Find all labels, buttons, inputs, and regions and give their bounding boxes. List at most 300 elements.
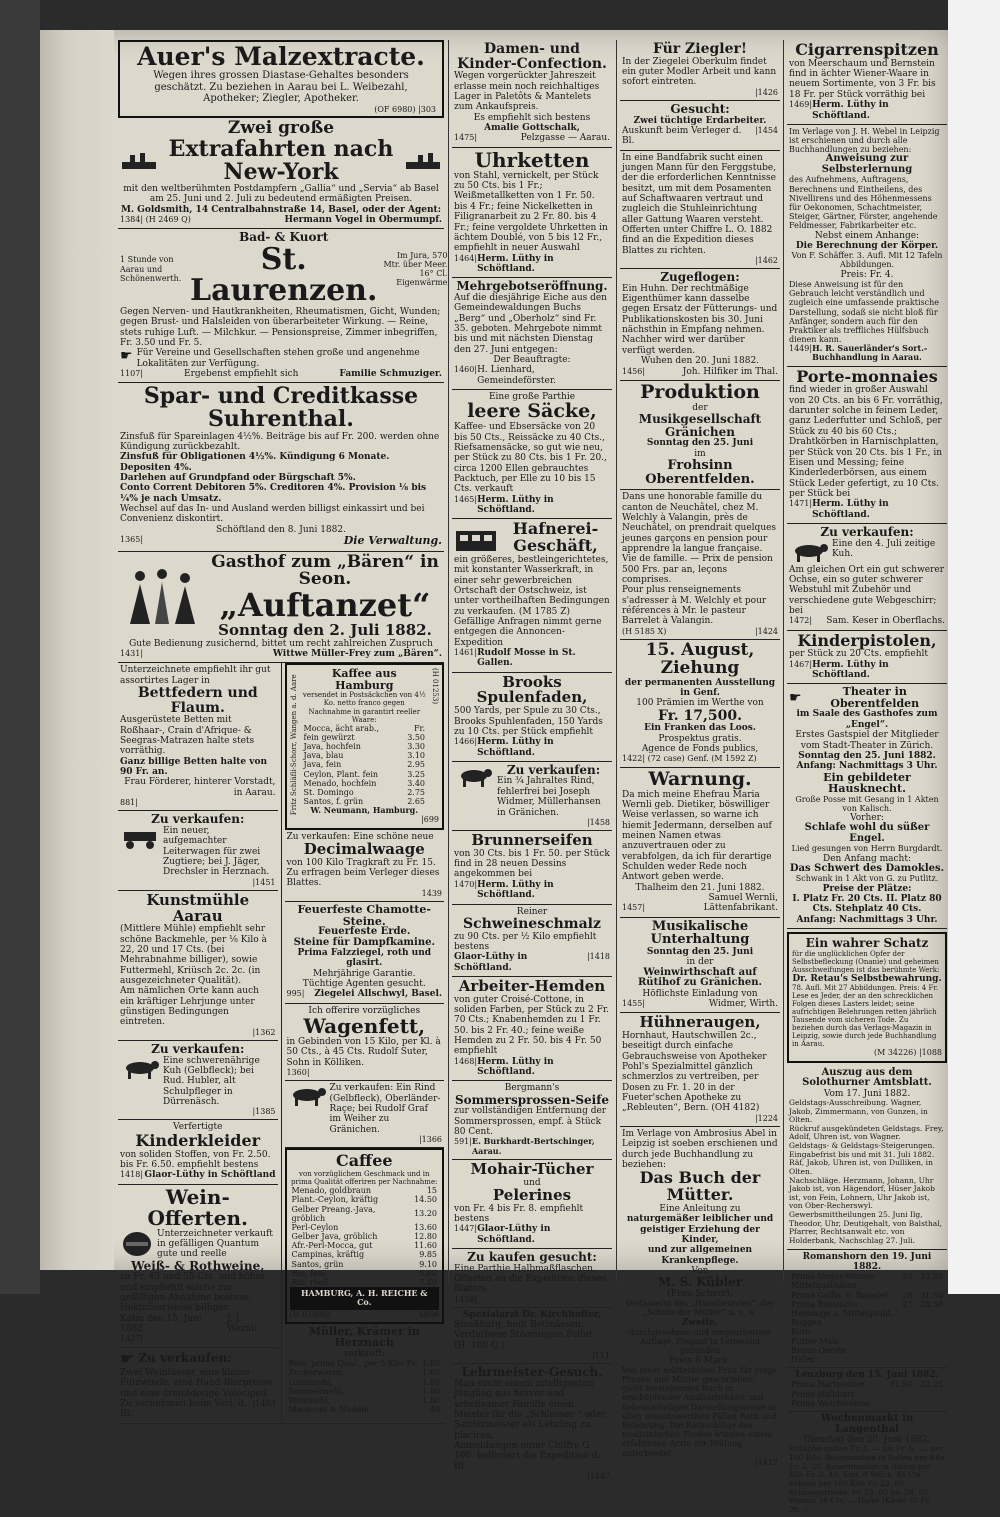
- ad-ref: 1384| (H 2469 Q): [120, 215, 191, 224]
- table-row: [789, 1390, 945, 1399]
- section-title: Lenzburg den 15. Juni 1882.: [795, 1370, 939, 1381]
- ad-title: Brunnerseifen: [471, 831, 593, 850]
- ad-ref: 1461|: [454, 647, 478, 657]
- ad-text: In der Ziegelei Oberkulm findet ein guter Modler Arbeit und kann sofort eintreten.: [622, 56, 777, 88]
- ad-text: in der: [686, 957, 714, 968]
- ad-title: Damen- und Kinder-Confection.: [457, 41, 607, 72]
- section-text: Geldstags-Ausschreibung. Wagner, Jakob, Zimmermann, von Gunzen, in Olten.: [789, 1097, 928, 1125]
- ad-subtitle: Zwei tüchtige Erdarbeiter.: [633, 115, 767, 126]
- ad-mehrgebot: [452, 278, 612, 390]
- ad-title: Zu verkaufen:: [151, 1041, 245, 1056]
- table-cell: [900, 1281, 917, 1290]
- ad-sign: Amalie Gottschalk,: [484, 123, 580, 134]
- ad-pretitle: Eine große Parthie: [488, 391, 576, 402]
- ad-text: des Aufnehmens, Auftragens, Berechnens und Eintheilens, des Nivellirens und des Höhenmessens für Oekonomen, Schachtmeister, Steiger, Gärtner, Förster, angehende Feldmesser, Fabrikarbeiter etc.: [789, 175, 938, 231]
- ad-chamotte: [285, 902, 445, 1004]
- ad-sign: Glaor-Lüthy in Schöftland.: [454, 952, 528, 973]
- ad-leere-saecke: [452, 390, 612, 519]
- ad-sign: Frau Förderer, hinterer Vorstadt, in Aarau.: [124, 777, 276, 798]
- ad-text-2: Pour plus renseignements s'adresser à M. Welchly et pour références à Mr. le pasteur Barrelet à Valangin.: [622, 585, 767, 627]
- ad-text: Eine den 4. Juli zeitige Kuh.: [832, 538, 936, 559]
- ad-cigarrenspitzen: [787, 40, 947, 125]
- table-cell: Reis, prima Qual., per 5 Kilo Fr.: [288, 1359, 418, 1369]
- ad-title: Hafnerei-Geschäft,: [512, 519, 599, 556]
- ad-play-1: Ein gebildeter Hausknecht.: [823, 770, 911, 796]
- ad-line: Prima Falzziegel, roth und glasirt.: [297, 948, 432, 969]
- table-cell: Macaroni & Nudeln: [288, 1405, 369, 1415]
- ad-line: Ganz billige Betten halte von 90 Fr. an.: [120, 756, 268, 778]
- ad-code: (H 01253): [431, 668, 439, 705]
- ad-title: Zu verkaufen:: [138, 1351, 232, 1366]
- ad-text: Auf die diesjährige Eiche aus den Gemeindewaldungen Buchs „Berg“ und „Oberholz“ sind Fr. 35. geboten. Mehrgebote nimmt bis und mit nächsten Dienstag den 27. Juni entgegen:: [454, 292, 607, 355]
- table-cell: 9.85: [419, 1250, 437, 1260]
- ad-text: von Fr. 4 bis Fr. 8. empfiehlt bestens: [454, 1203, 584, 1224]
- ad-erdarbeiter: [620, 101, 780, 151]
- ad-text: von Stahl, vernickelt, per Stück zu 50 Cts. bis 1 Fr.; Weißmetallketten von 1 Fr. 50. bis 4 Fr.; feine Nickelketten in Filigranarbeit zu 2 Fr. 80. bis 4 Fr.; feine vergoldete Uhrketten in ächtem Doublé, von 5 bis 12 Fr., empfiehlt in neuer Auswahl: [454, 170, 608, 254]
- column-3: [620, 40, 780, 1467]
- ad-ref: |1224: [754, 1113, 778, 1123]
- ad-buch-der-muetter: [620, 1127, 780, 1470]
- ad-sign: Herm. Lüthy in Schöftland.: [477, 494, 554, 515]
- ad-zugeflogen: [620, 269, 780, 381]
- table-cell: 2.65: [407, 797, 425, 807]
- table-cell: 3.10: [407, 751, 425, 761]
- ad-title: Bettfedern und Flaum.: [137, 685, 258, 716]
- table-cell: Perl-Ceylon: [291, 1222, 339, 1232]
- ad-sign: Rudolf Mosse in St. Gallen.: [477, 647, 576, 669]
- ad-title: Anweisung zur Selbsterlernung: [821, 153, 913, 175]
- ad-text: Hornhaut, Hautschwillen 2c., beseitigt durch einfache Gebrauchsweise von Apotheker Pohl's Spezialmittel gänzlich schmerzlos zu vertreiben, per Dosen zu Fr. 1. 20 in der Fueter'schen Apotheke zu „Rebleuten“, Bern. (OH 4182): [622, 1031, 767, 1114]
- ad-subtitle: Der Beauftragte:: [493, 354, 571, 365]
- table-cell: 40: [429, 1405, 440, 1415]
- table-cell: Java, blau: [303, 751, 344, 761]
- table-cell: Mittelqualitäten: [791, 1281, 857, 1291]
- ad-title: Kaffee aus Hamburg: [331, 667, 397, 692]
- ad-ref: 1464|: [454, 253, 478, 263]
- ad-ref: 1465|: [454, 494, 478, 504]
- table-row: [290, 1260, 440, 1269]
- ad-title: Ein wahrer Schatz: [805, 935, 929, 950]
- ad-text: Ein ¾ Jahraltes Rind, fehlerfrei bei Joseph Widmer, Müllerhansen in Gränichen.: [497, 776, 601, 818]
- ad-side-right: Im Jura, 570 Mtr. über Meer. 16° Cl. Eigenwärme: [383, 250, 448, 288]
- ad-sign: W. Neumann, Hamburg.: [310, 805, 419, 816]
- table-cell: Futter Mais: [791, 1336, 839, 1346]
- pointing-hand-icon: ☛: [120, 348, 133, 365]
- ad-title: Wagenfett,: [303, 1014, 426, 1039]
- table-cell: Rio, fein: [291, 1268, 326, 1278]
- table-row: [290, 1269, 440, 1278]
- ad-text-2: Von F. Schäffer. 3. Aufl. Mit 12 Tafeln Abbildungen.: [791, 251, 943, 270]
- ad-im: im: [694, 448, 706, 459]
- section-title: Auszug aus dem Solothurner Amtsblatt.: [802, 1066, 932, 1089]
- table-cell: Prima Halbhart: [791, 1389, 855, 1399]
- ad-line: Tüchtige Agenten gesucht.: [302, 979, 426, 990]
- table-cell: Zuckerwaren: [288, 1368, 343, 1378]
- calf-icon: [454, 764, 494, 790]
- ad-ref: (H 5185 X): [622, 626, 667, 636]
- ad-agent: M. Goldsmith, 14 Centralbahnstraße 14, Basel, oder der Agent:: [120, 204, 442, 215]
- ad-text: Unterzeichnete empfiehlt ihr gut assortirtes Lager in: [120, 665, 271, 686]
- ad-porte-monnaies: [787, 367, 947, 524]
- ad-amount: Fr. 17,500.: [658, 707, 742, 724]
- column-1: [118, 40, 448, 1420]
- ad-pretitle: Ich offerire vorzügliches: [308, 1005, 421, 1016]
- section-title: Wochenmarkt in Langenthal: [820, 1413, 914, 1435]
- ad-title: Schweineschmalz: [463, 915, 601, 932]
- table-cell: 31.50: [889, 1380, 913, 1390]
- table-cell: 1.80: [422, 1386, 440, 1396]
- table-cell: [917, 1327, 945, 1336]
- ad-sign: Ziegelei Allschwyl, Basel.: [314, 989, 442, 1000]
- section-text: Gewerbsmittheilungen 25. Juni Ilg, Theodor, Uhr, Deutigehalt, von Balsthal, Pfarrer, Rechtsanwalt etc. von Holderbank, Nachschlag 27. Juli.: [789, 1210, 943, 1245]
- ad-date: Thalheim den 21. Juni 1882.: [635, 882, 765, 893]
- ad-arbeiter-hemden: [452, 977, 612, 1082]
- ad-line: Zinsfuß für Obligationen 4½%. Kündigung 6 Monate.: [120, 452, 390, 463]
- ad-pretitle: Bad- & Kuort: [239, 230, 329, 245]
- table-row: [789, 1272, 945, 1281]
- market-table: [789, 1272, 945, 1364]
- ad-ref: 1449|: [789, 344, 813, 354]
- ad-ref: 1447|: [454, 1224, 478, 1234]
- table-cell: Mocca, ächt arab., fein gewürzt: [303, 723, 380, 742]
- table-row: [290, 1205, 440, 1223]
- ad-text-2: Am gleichen Ort ein gut schwerer Ochse, ein so guter schwerer Webstuhl mit Zubehör und verschiedene gute Webgeschirr; bei: [789, 564, 945, 616]
- ad-st-laurenzen: [118, 229, 448, 383]
- ad-sign: Herm. Lüthy in Schöftland.: [477, 253, 554, 274]
- table-cell: 14.50: [414, 1195, 437, 1205]
- ad-selbsterlernung: [787, 125, 947, 367]
- ad-num: 4056: [418, 1309, 439, 1319]
- table-cell: Fr. 3.50: [407, 723, 425, 742]
- ad-title: Decimalwaage: [303, 840, 425, 859]
- table-row: [302, 751, 428, 760]
- ad-ref: |111: [592, 1351, 610, 1361]
- ad-rind-widmer: [452, 762, 612, 831]
- table-row: [302, 724, 428, 742]
- ad-gasthof-baeren: [118, 552, 444, 664]
- table-cell: [900, 1355, 917, 1364]
- ad-text: Straßburg, heilt Bettnässen, Verdorbene Stöorungen Pollut. (H. 180 Q.): [454, 1320, 596, 1351]
- ad-agent-name: Hermann Vogel in Obermumpf.: [284, 215, 442, 225]
- ad-famille-neuchatel: [620, 490, 780, 640]
- ad-text-2: Es empfiehlt sich bestens: [473, 112, 591, 123]
- table-cell: 1.60: [422, 1368, 440, 1378]
- pointing-hand-icon: ☛: [789, 689, 802, 706]
- ad-title: Zu kaufen gesucht:: [467, 1249, 597, 1264]
- ad-text: von soliden Stoffen, von Fr. 2.50. bis Fr. 6.50. empfiehlt bestens: [120, 1149, 271, 1170]
- ad-kuh-verkauf: [118, 1041, 278, 1121]
- wagon-icon: [120, 826, 160, 850]
- table-cell: [917, 1337, 945, 1346]
- ad-ref: 1456|: [622, 366, 646, 376]
- ad-title: Zu verkaufen:: [820, 524, 914, 539]
- ad-text: In eine Bandfabrik sucht einen jungen Mann für den Ferggstube, der die erforderlichen Kenntnisse besitzt, um mit dem Posamenten auf Schaftwaaren vertraut und zugleich die Stuhleinrichtung aller Gattung Waaren versteht.: [622, 152, 777, 225]
- ad-title: Brooks Spulenfaden,: [476, 672, 588, 707]
- table-row: [302, 779, 428, 788]
- ad-pretitle: Verfertigte: [173, 1122, 223, 1133]
- ad-ref: 1360|: [286, 1068, 310, 1078]
- ad-text: Zwei Weinfässer, eine kleine Futzwinde, eine Hand-Bierpresse und eine dreiräderige Velociped.: [120, 1367, 273, 1399]
- section-date: Dienstag den 20. Juni 1882.: [803, 1435, 931, 1446]
- scan-background-left: [0, 0, 40, 1294]
- table-row: [789, 1399, 945, 1408]
- table-cell: 28.: [902, 1290, 916, 1300]
- ad-text: von 100 Kilo Tragkraft zu Fr. 15. Zu erfragen beim Verleger dieses Blattes.: [286, 857, 440, 889]
- ad-ref: |1385: [252, 1107, 276, 1117]
- table-row: [287, 1378, 443, 1387]
- ad-title: Kinderpistolen,: [797, 630, 937, 650]
- ad-title: Zu verkaufen:: [506, 762, 601, 777]
- table-row: [789, 1309, 945, 1318]
- ad-subtitle-2: naturgemäßer leiblicher und geistiger Erziehung der Kinder,: [626, 1214, 774, 1245]
- table-cell: [917, 1309, 945, 1318]
- ad-rind-verkauf: [285, 1081, 445, 1148]
- ad-text-2: Zu vernehmen beim Verl. d. Bl.: [120, 1398, 247, 1420]
- ad-title: Sommersprossen-Seife: [454, 1092, 609, 1107]
- ad-ref: 1460|: [454, 365, 478, 375]
- ad-text-2: Am nämlichen Orte kann auch ein kräftiger Lehrjunge unter günstigen Bedingungen eintreten.: [120, 986, 259, 1028]
- ad-title: Theater in Oberentfelden: [830, 685, 920, 710]
- ad-text: Ein neuer, aufgemachter Leiterwagen für zwei Zugtiere; bei J. Jäger, Drechsler in Herznach.: [163, 825, 270, 878]
- ad-der: der: [692, 402, 708, 413]
- column-2: [452, 40, 612, 1482]
- ad-leiterwagen: [118, 811, 278, 891]
- ad-sign: Sam. Keser in Oberflachs.: [826, 616, 945, 627]
- ad-text-4: Lied gesungen von Herrn Burgdardt.: [791, 844, 943, 854]
- ad-sign: Familie Schmuziger.: [339, 369, 442, 379]
- ad-ref: 1471|: [789, 499, 813, 509]
- ad-sign-2: Pelzgasse — Aarau.: [520, 133, 610, 144]
- ad-title: 15. August, Ziehung: [645, 639, 755, 678]
- ad-ref: |1447: [586, 1472, 610, 1482]
- table-row: [302, 742, 428, 751]
- ad-ref: |1453: [252, 1398, 276, 1408]
- column-rule: [783, 40, 784, 1282]
- ad-text: zur vollständigen Entfernung der Sommersprossen, empf. à Stück 80 Cent.: [454, 1106, 607, 1138]
- steamship-icon: [120, 150, 158, 172]
- table-cell: [900, 1327, 917, 1336]
- table-cell: Prima Gallis. u. Banater: [791, 1290, 889, 1300]
- table-cell: Gelber Java, gröblich: [291, 1232, 378, 1242]
- ad-text: Zu verkaufen: Ein Rind (Gelbfleck), Oberländer-Raçe; bei Rudolf Graf im Weiher zu Gränichen.: [329, 1083, 441, 1135]
- table-cell: [917, 1346, 945, 1355]
- ad-edition: Zweite,: [681, 1317, 719, 1328]
- ad-sign: HAMBURG, A. H. REICHE & Co.: [290, 1287, 440, 1309]
- table-row: [789, 1281, 945, 1290]
- ad-text: ein größeres, bestleingerichtetes, mit konstanter Wasserkraft, in einer sehr gewerbreichen Ortschaft der Ostschweiz, ist unter vortheilhaften Bedingungen zu verkaufen. (M 1785 Z): [454, 554, 610, 617]
- ad-sign: Widmer, Wirth.: [708, 998, 778, 1009]
- ad-line: Depositen 4%.: [120, 462, 192, 473]
- cow-icon: [120, 1056, 160, 1080]
- ad-text: von Meerschaum und Bernstein find in ächter Wiener-Waare in neuem Sortimente, von 3 Fr. bis 18 Fr. per Stück vorräthig bei: [789, 58, 936, 100]
- ad-place: Weinwirthschaft auf Rütihof zu Gränichen.: [638, 966, 762, 989]
- ad-brooks: [452, 673, 612, 762]
- ad-text-3: Diese Anweisung ist für den Gebrauch leicht verständlich und zugleich eine umfassende praktische Darstellung, sodaß sie nicht bloß für Anfänger, sondern auch für den Praktiker als treffliches Hülfsbuch dienen kann.: [789, 279, 940, 345]
- ad-side-left: 1 Stunde von Aarau und Schönenwerth.: [120, 255, 182, 283]
- ad-line: Feuerfeste Erde.: [318, 926, 411, 938]
- ad-subtitle: Musikgesellschaft Gränichen: [638, 412, 762, 439]
- ad-sign: Samuel Wernli,: [708, 892, 778, 903]
- ad-line: Feuerfeste Chamotte-Steine.: [297, 902, 431, 928]
- ad-ziehung-genf: [620, 640, 780, 768]
- ad-title: Das Buch der Mütter.: [639, 1168, 761, 1205]
- table-row: [789, 1355, 945, 1364]
- ad-text-2: Gefällige Anfragen nimmt gerne entgegen die Annoncen-Expedition: [454, 616, 602, 648]
- table-cell: 1.80: [422, 1377, 440, 1387]
- ad-text: Auskunft beim Verleger d. Bl.: [622, 125, 742, 147]
- table-cell: 2.75: [407, 787, 425, 797]
- ad-text: 100 Prämien im Werthe von: [636, 698, 764, 709]
- table-row: [290, 1278, 440, 1287]
- table-cell: [917, 1318, 945, 1327]
- ad-sommersprossen-seife: [452, 1081, 612, 1159]
- ad-title: Kinderkleider: [135, 1130, 261, 1150]
- ad-title: Hühneraugen,: [639, 1013, 761, 1032]
- table-cell: Santos, grün: [291, 1259, 344, 1269]
- ad-text-2: Große Posse mit Gesang in 1 Akten von Kalisch.: [795, 794, 939, 813]
- ad-ref: |1366: [418, 1135, 442, 1145]
- ad-ref: 1439: [421, 888, 442, 898]
- ad-author: M. S. Kübler: [657, 1275, 743, 1290]
- ad-text-3: Hektoliterweise billiger.: [120, 1303, 230, 1314]
- ad-pretitle: Im Verlage von Ambrosius Abel in Leipzig ist soeben erschienen und durch jede Buchhandlung zu beziehen:: [622, 1128, 778, 1170]
- ad-subtitle: Eine Anleitung zu: [659, 1203, 741, 1214]
- table-cell: Prima Weichweizen: [791, 1398, 871, 1408]
- ad-ref: 1431|: [120, 648, 144, 658]
- ad-text: Ein Huhn. Der rechtmäßige Eigenthümer kann dasselbe gegen Ersatz der Fütterungs- und Publikationskosten bis 30. Juni nächsthin in Empfang nehmen. Nachher wird wer darüber verfügt werden.: [622, 283, 778, 356]
- ad-ref: 1470|: [454, 879, 478, 889]
- ad-text: Eine schwerenährige Kuh (Gelbfleck); bei Rud. Hubler, alt Schulpfleger in Dürrenäsch.: [163, 1055, 260, 1107]
- table-cell: 3.25: [407, 769, 425, 779]
- ad-lehrmeister: [452, 1364, 612, 1484]
- ad-huehneraugen: [620, 1013, 780, 1127]
- ad-pretitle: Zu verkaufen: Eine schöne neue: [286, 831, 434, 842]
- ad-text: per Stück zu 20 Cts. empfiehlt: [789, 649, 928, 660]
- ad-sign: Glaor-Lüthy in Schöftland: [144, 1170, 276, 1181]
- table-cell: 13.60: [414, 1222, 437, 1232]
- ad-text: in Gebinden von 15 Kilo, per Kl. à 50 Cts., à 45 Cts. Rudolf Suter, Sohn in Kölliken.: [286, 1037, 441, 1068]
- ad-text: Dans une honorable famille du canton de Neuchâtel, chez M. Welchly à Valangin, près de Neuchâtel, on prendrait quelques jeunes garçons en pension pour apprendre la langue française. Vie de famille. — Prix de pension 500 Frs. par an, leçons comprises.: [622, 492, 777, 586]
- ad-play-3: Das Schwert des Damokles.: [789, 862, 945, 874]
- ad-title: St. Laurenzen.: [190, 241, 378, 309]
- amtsblatt-section: [787, 1066, 947, 1250]
- ad-kaffee-hamburg: [285, 663, 445, 829]
- ad-text-2: Höflichste Einladung von: [642, 988, 758, 999]
- ad-text: für die unglücklichen Opfer der Selbstbefleckung (Onanie) und geheimen Ausschweifungen ist das berühmte Werk:: [792, 949, 940, 974]
- ad-text: mit den weltberühmten Postdampfern „Gallia“ und „Servia“ ab Basel am 25. Juni und 2. Juli zu bedeutend ermäßigten Preisen.: [123, 183, 439, 205]
- ad-damen-confection: [452, 40, 612, 148]
- ad-line: Ausgerüstete Betten mit Roßhaar-, Crain d'Afrique- & Seegras-Matrazen halte stets vorräthig.: [120, 715, 255, 757]
- ad-title: Zu verkaufen:: [151, 812, 245, 827]
- ad-ref: 1107|: [120, 369, 144, 378]
- ad-weinfaesser: [118, 1348, 278, 1423]
- ad-text-2: Für Vereine und Gesellschaften stehen große und angenehme Lokalitäten zur Verfügung.: [136, 348, 420, 369]
- ad-und: und: [523, 1177, 541, 1188]
- table-cell: [884, 1399, 915, 1408]
- ad-title: Gesucht:: [670, 101, 730, 116]
- ad-pretitle: Im Verlage von J. H. Webel in Leipzig ist erschienen und durch alle Buchhandlungen zu beziehen:: [789, 126, 940, 155]
- section-text: Erdäpfel galten Fr. 5. — bis Fr. 6. —, per 100 Kilo. Bauernanken in Ballen per Kilo Fr. 2. 20, Bauerntanken in Ballen per Kilo Fr. 2. 40. Eier, 8 Stück, 45 Cts. Erbsen per 100 Kilo Fr. 22. 80. Schlaggetreide: Fr. 25. 00 bis 28. 50. Weizen 38 Cts. — Hafer (Käse) 30 Fr. 20. —: [789, 1444, 945, 1514]
- ad-sign: H. R. Sauerländer's Sort.-Buchhandlung in Aarau.: [812, 343, 928, 363]
- ad-zu-kaufen: [452, 1249, 612, 1308]
- ad-kinderpistolen: [787, 631, 947, 685]
- ad-ref: 1472|: [789, 616, 813, 626]
- table-cell: 33.50: [920, 1272, 943, 1282]
- ad-title-2: Dr. Retau's Selbstbewahrung.: [792, 973, 942, 984]
- table-row: [287, 1359, 443, 1368]
- table-cell: Prima Ungar-Weizen: [791, 1272, 875, 1282]
- ad-subtitle-3: und zur allgemeinen Krankenpflege.: [647, 1245, 753, 1266]
- table-cell: 28.50: [920, 1299, 943, 1309]
- ad-subtitle: versendet in Postsäckchen von 4½ Ko. netto franco gegen Nachnahme in garantirt reeller Waare:: [302, 691, 426, 724]
- section-text: Nachschläge. Herzmann, Johann, Uhr Jakob ist, von Hägendorf, Hüser Jakob ist, von Fein, Lohnern, Uhr Jakob ist, von Ober-Recherswyl.: [789, 1175, 935, 1211]
- ad-bandfabrik: [620, 151, 780, 270]
- table-cell: 7.40: [419, 1278, 437, 1288]
- ad-price: Preis: Fr. 4.: [840, 269, 894, 280]
- table-row: [287, 1396, 443, 1405]
- ad-ref: 1365|: [120, 534, 144, 544]
- ad-line: Wechsel auf das In- und Ausland werden billigst einkassirt und bei Convenienz diskontirt.: [120, 503, 425, 525]
- ad-sign: Herm. Lüthy in Schöftland.: [812, 499, 889, 520]
- table-cell: [884, 1390, 915, 1399]
- ad-title: Extrafahrten nach New-York: [168, 135, 394, 185]
- table-row: [290, 1223, 440, 1232]
- ad-text: 500 Yards, per Spule zu 30 Cts., Brooks Spuhlenfaden, 150 Yards zu 10 Cts. per Stück empfiehlt: [454, 706, 603, 737]
- table-cell: Santos, f. grün: [303, 797, 364, 807]
- ad-ref: 1458|: [454, 1294, 478, 1304]
- ad-bettfedern: [118, 663, 278, 811]
- table-cell: Hafer: [791, 1354, 815, 1364]
- ad-spar-creditkasse: [118, 383, 444, 551]
- ad-text: Verfasserin des „Hausfreundes“, der „Schule der Mütter“ u. s. w.: [625, 1299, 775, 1318]
- ad-title: Mohair-Tücher: [470, 1159, 594, 1178]
- ad-text-2: Offerten unter Chiffre L. O. 1882 find an die Expedition dieses Blattes zu richten.: [622, 224, 773, 256]
- ad-ref: |699: [421, 815, 439, 825]
- ad-line: Zinsfuß für Spareinlagen 4½%. Beiträge bis auf Fr. 200. werden ohne Kündigung zurückbezahlt.: [120, 431, 440, 452]
- table-cell: [900, 1346, 917, 1355]
- ad-sign: Herm. Lüthy in Schöftland.: [812, 100, 889, 121]
- section-text: Geldstags- & Geldstags-Steigerungen. Eingabefrist bis und mit 31. Juli 1882. Räf, Jakob, Uhren ist, von Dulliken, in Olten.: [789, 1141, 935, 1176]
- table-cell: [917, 1355, 945, 1364]
- table-cell: Prima Hartweizen: [791, 1380, 865, 1390]
- ad-ref: |1418: [586, 952, 610, 962]
- table-cell: Griesmehl,: [288, 1377, 333, 1387]
- ad-ref: 881|: [120, 798, 138, 808]
- ad-ref: 1455|: [622, 998, 646, 1008]
- ad-ref: |1458: [586, 817, 610, 827]
- ad-mueller-kraemer: [285, 1324, 445, 1418]
- table-cell: 31.50: [920, 1290, 943, 1300]
- ad-subtitle: Nebst einem Anhange:: [814, 230, 920, 241]
- ad-ref: |1462: [754, 255, 778, 265]
- table-cell: Java, fein: [303, 760, 342, 770]
- ad-text: zu 90 Cts. per ½ Kilo empfiehlt bestens: [454, 931, 597, 952]
- section-text: Rückruf ausgekündeten Geldstags. Frey, Adolf, Uhren ist, von Wagner.: [789, 1123, 944, 1142]
- table-row: [789, 1337, 945, 1346]
- table-row: [290, 1241, 440, 1250]
- ad-text-2: durchgesehene und umgearbeitete Auflage. Elegant in Leinwand gebunden: [628, 1328, 772, 1356]
- ad-pretitle: Zwei große: [227, 117, 335, 138]
- ad-sign: Joh. Hilfiker im Thal.: [682, 366, 778, 377]
- ad-ref: |1451: [252, 877, 276, 887]
- table-cell: 1.80: [422, 1359, 440, 1369]
- ad-text: von guter Croisé-Cottone, in soliden Farben, per Stück zu 2 Fr. 70 Cts.; Knabenhemden zu 1 Fr. 50. bis 2 Fr. 40.; feine weiße Hemden zu 2 Fr. 50. bis 4 Fr. 50 empfiehlt: [454, 994, 610, 1057]
- ad-line: Mehrjährige Garantie.: [313, 968, 416, 979]
- ad-wine-kind: Weiß- & Rothweine,: [131, 1258, 265, 1273]
- ad-title: Gasthof zum „Bären“ in Seon.: [211, 551, 439, 590]
- table-cell: Braun-Gerste: [791, 1345, 846, 1355]
- ad-text: Da mich meine Ehefrau Maria Wernli geb. Dietiker, böswilliger Weise verlassen, so warne ich hiemit Jedermann, derselben auf meinen Namen etwas anzuvertrauen oder zu verabfolgen, da ich für derartige Schulden weder Rede noch Antwort geben werde.: [622, 789, 772, 883]
